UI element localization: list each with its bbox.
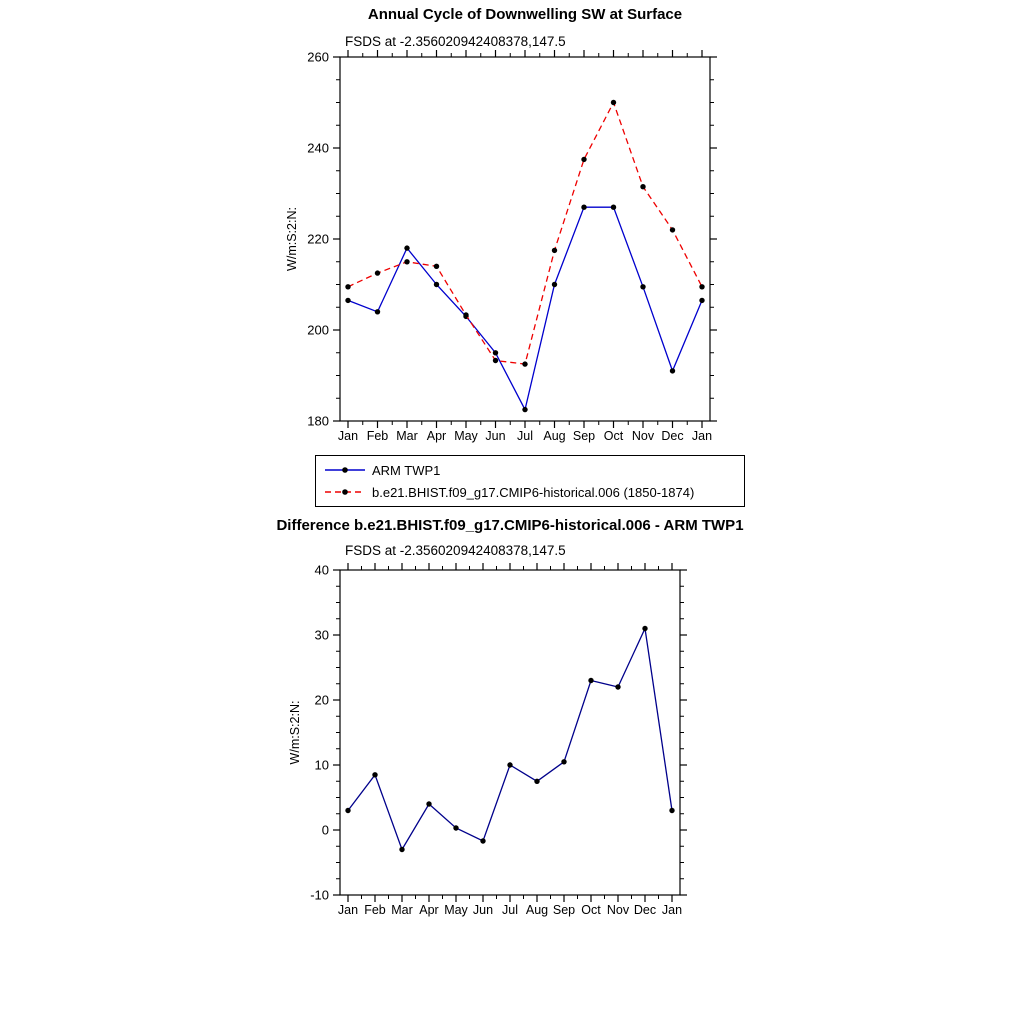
x-tick-label: Apr [419, 903, 439, 917]
y-tick-label: 10 [314, 757, 329, 773]
x-tick-label: Nov [631, 429, 655, 443]
series-line-arm-twp1 [348, 207, 702, 409]
y-tick-label: 180 [307, 413, 329, 429]
x-tick-label: Oct [603, 429, 624, 443]
bottom-chart-title: Difference b.e21.BHIST.f09_g17.CMIP6-historical.006 - ARM TWP1 [276, 517, 744, 534]
legend-line-sample-solid [322, 463, 368, 477]
series-line-b-e21-bhist-f09-g17-cmip6-hist [348, 103, 702, 365]
x-tick-label: Jul [517, 429, 533, 443]
x-tick-label: Jun [472, 903, 494, 917]
data-point-marker [699, 284, 704, 289]
data-point-marker [522, 361, 527, 366]
bottom-chart-subtitle: FSDS at -2.356020942408378,147.5 [345, 543, 566, 558]
x-tick-label: Dec [661, 429, 684, 443]
data-point-marker [480, 838, 485, 843]
data-point-marker [375, 270, 380, 275]
data-point-marker [534, 779, 539, 784]
series-line-difference [348, 629, 672, 850]
x-tick-label: Dec [633, 903, 657, 917]
y-tick-label: 30 [314, 627, 329, 643]
data-point-marker [640, 284, 645, 289]
legend-row-model [316, 481, 744, 503]
data-point-marker [372, 772, 377, 777]
data-point-marker [404, 259, 409, 264]
top-chart-title: Annual Cycle of Downwelling SW at Surface [367, 6, 683, 23]
top-chart-subtitle: FSDS at -2.356020942408378,147.5 [345, 34, 566, 49]
legend-row-arm-twp1 [316, 459, 744, 481]
data-point-marker [670, 368, 675, 373]
data-point-marker [615, 684, 620, 689]
data-point-marker [345, 298, 350, 303]
data-point-marker [581, 157, 586, 162]
y-tick-label: 220 [307, 231, 329, 247]
x-tick-label: Nov [606, 903, 630, 917]
data-point-marker [611, 100, 616, 105]
y-tick-label: 240 [307, 140, 329, 156]
data-point-marker [699, 298, 704, 303]
data-point-marker [453, 825, 458, 830]
legend-marker-dot [342, 489, 348, 495]
data-point-marker [463, 312, 468, 317]
y-tick-label: -10 [310, 887, 329, 903]
x-tick-label: Feb [366, 429, 389, 443]
data-point-marker [404, 245, 409, 250]
data-point-marker [669, 808, 674, 813]
y-tick-label: 260 [307, 49, 329, 65]
y-tick-label: 20 [314, 692, 329, 708]
data-point-marker [522, 407, 527, 412]
x-tick-label: Mar [396, 429, 418, 443]
x-tick-label: May [444, 903, 468, 917]
y-tick-label: 0 [321, 822, 329, 838]
legend-marker-dot [342, 467, 348, 473]
x-tick-label: Jan [337, 903, 359, 917]
data-point-marker [345, 284, 350, 289]
data-point-marker [507, 762, 512, 767]
data-point-marker [642, 626, 647, 631]
legend-line-sample-dashed [322, 485, 368, 499]
data-point-marker [434, 282, 439, 287]
x-tick-label: Mar [391, 903, 413, 917]
data-point-marker [434, 264, 439, 269]
data-point-marker [493, 350, 498, 355]
plot-frame [340, 570, 680, 895]
y-axis-label: W/m:S:2:N: [285, 207, 299, 271]
data-point-marker [561, 759, 566, 764]
x-tick-label: Jul [502, 903, 518, 917]
data-point-marker [552, 282, 557, 287]
data-point-marker [670, 227, 675, 232]
y-tick-label: 40 [314, 562, 329, 578]
y-tick-label: 200 [307, 322, 329, 338]
x-tick-label: Aug [543, 429, 566, 443]
x-tick-label: Jan [691, 429, 713, 443]
x-tick-label: Aug [525, 903, 549, 917]
data-point-marker [375, 309, 380, 314]
data-point-marker [588, 678, 593, 683]
y-axis-label: W/m:S:2:N: [288, 700, 302, 765]
data-point-marker [640, 184, 645, 189]
x-tick-label: Jan [661, 903, 683, 917]
data-point-marker [552, 248, 557, 253]
legend-box [315, 455, 745, 507]
x-tick-label: Apr [426, 429, 447, 443]
x-tick-label: Jan [337, 429, 359, 443]
x-tick-label: Sep [552, 903, 576, 917]
x-tick-label: Jun [485, 429, 506, 443]
data-point-marker [581, 205, 586, 210]
data-point-marker [399, 847, 404, 852]
data-point-marker [611, 205, 616, 210]
legend-label-arm-twp1: ARM TWP1 [372, 462, 441, 478]
x-tick-label: Sep [572, 429, 596, 443]
data-point-marker [426, 801, 431, 806]
legend-label-model: b.e21.BHIST.f09_g17.CMIP6-historical.006 (1850-1874) [372, 484, 695, 500]
x-tick-label: May [454, 429, 478, 443]
data-point-marker [345, 808, 350, 813]
x-tick-label: Oct [581, 903, 601, 917]
data-point-marker [493, 358, 498, 363]
x-tick-label: Feb [364, 903, 386, 917]
